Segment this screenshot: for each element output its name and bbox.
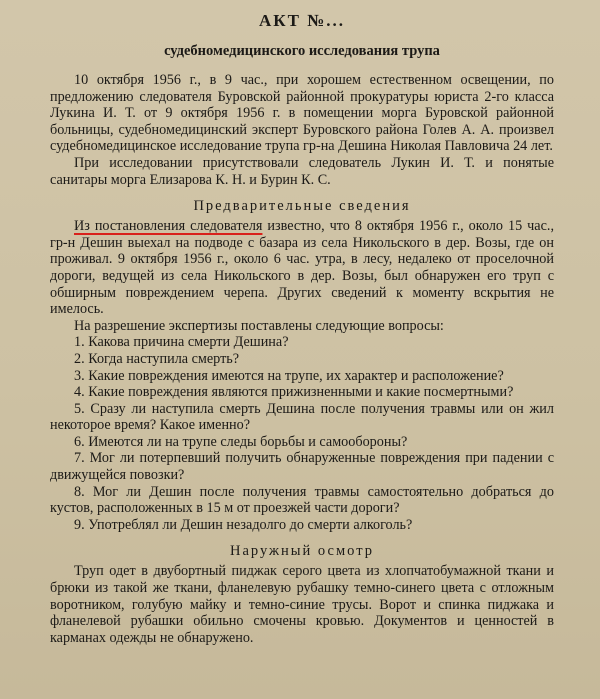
underlined-phrase: Из постановления следователя bbox=[74, 218, 263, 235]
preliminary-heading: Предварительные сведения bbox=[193, 198, 411, 215]
preliminary-paragraph bbox=[50, 218, 554, 318]
question-item: 5. Сразу ли наступила смерть Дешина после получения травмы или он жил некоторое время? Какое именно? bbox=[50, 400, 554, 434]
question-item: 2. Когда наступила смерть? bbox=[74, 350, 240, 367]
question-item: 4. Какие повреждения являются прижизненными и какие посмертными? bbox=[74, 384, 514, 401]
question-item: 3. Какие повреждения имеются на трупе, их характер и расположение? bbox=[74, 367, 504, 384]
external-paragraph: Труп одет в двубортный пиджак серого цвета из хлопчатобумажной ткани и брюки из такой же ткани, фланелевую рубашку темно-синего цвета с отложным воротником, голубую майку и темно-синие трусы. Ворот и спинка пиджака и фланелевой рубашки обильно смочены кровью. Документов и ценностей в карманах одежды не обнаружено. bbox=[50, 563, 554, 646]
intro-paragraph: 10 октября 1956 г., в 9 час., при хорошем естественном освещении, по предложению следователя Буровской районной прокуратуры юриста 2-го класса Лукина И. Т. от 9 октября 1956 г. в помещении морга Буровской районной больницы, судебномедицинский эксперт Буровского района Голев А. А. произвел судебномедицинское исследование трупа гр-на Дешина Николая Павловича 24 лет. bbox=[50, 72, 554, 155]
document-title: АКТ №... bbox=[258, 11, 346, 30]
attendees-paragraph: При исследовании присутствовали следователь Лукин И. Т. и понятые санитары морга Елизарова К. Н. и Бурин К. С. bbox=[50, 154, 554, 188]
questions-list bbox=[50, 334, 554, 533]
question-item: 7. Мог ли потерпевший получить обнаруженные повреждения при падении с движущейся повозки? bbox=[50, 450, 554, 484]
questions-intro: На разрешение экспертизы поставлены следующие вопросы: bbox=[74, 317, 444, 334]
document-subtitle: судебномедицинского исследования трупа bbox=[164, 43, 440, 59]
question-item: 6. Имеются ли на трупе следы борьбы и самообороны? bbox=[74, 433, 408, 450]
external-heading: Наружный осмотр bbox=[230, 543, 374, 560]
preliminary-text: известно, что 8 октября 1956 г., около 15 час., гр-н Дешин выехал на подводе с базара из села Никольского в дер. Возы, где он проживал. 9 октября 1956 г., около 6 час. утра, в лесу, недалеко от проселочной дороги, ведущей из села Никольского в дер. Возы, был обнаружен его труп с обширным повреждением черепа. Других сведений к моменту вскрытия не имелось. bbox=[50, 218, 554, 318]
question-item: 9. Употреблял ли Дешин незадолго до смерти алкоголь? bbox=[74, 516, 413, 533]
question-item: 8. Мог ли Дешин после получения травмы самостоятельно добраться до кустов, расположенных в 15 м от проезжей части дороги? bbox=[50, 483, 554, 517]
question-item: 1. Какова причина смерти Дешина? bbox=[74, 334, 289, 351]
